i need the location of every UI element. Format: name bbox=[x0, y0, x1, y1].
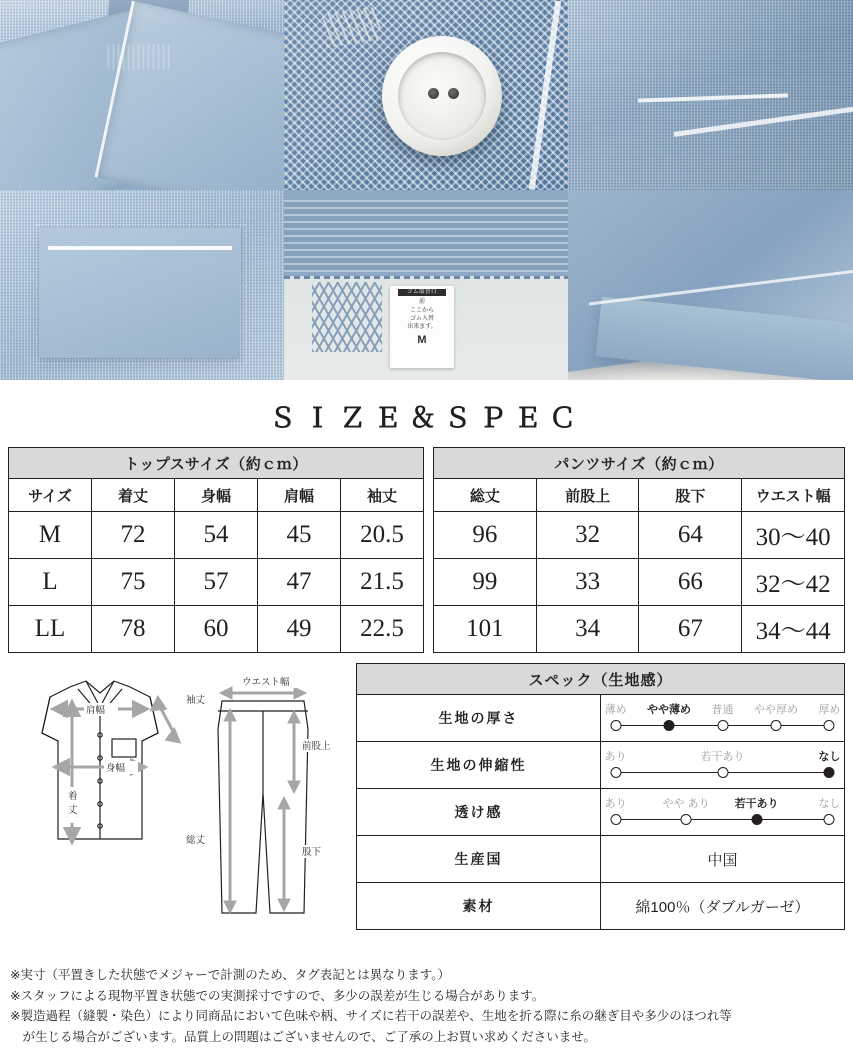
label-front-rise: 前股上 bbox=[302, 741, 331, 752]
spec-value: 中国 bbox=[601, 836, 845, 883]
tops-cell: 47 bbox=[258, 559, 341, 606]
tops-header-size: サイズ bbox=[9, 479, 92, 512]
tops-header-width: 身幅 bbox=[175, 479, 258, 512]
pants-header-total: 総丈 bbox=[433, 479, 536, 512]
tops-cell: M bbox=[9, 512, 92, 559]
scale-label: なし bbox=[818, 798, 841, 810]
elastic-waistband bbox=[284, 200, 568, 272]
tops-header-sleeve: 袖丈 bbox=[341, 479, 424, 512]
scale-point-selected bbox=[751, 814, 762, 825]
scale-label: 普通 bbox=[711, 704, 734, 716]
measurement-diagram bbox=[8, 663, 348, 953]
spec-label: 透け感 bbox=[357, 789, 601, 836]
note-line: ※スタッフによる現物平置き状態での実測採寸ですので、多少の誤差が生じる場合があります。 bbox=[10, 988, 545, 1003]
tops-cell: 49 bbox=[258, 606, 341, 653]
size-tables bbox=[0, 447, 853, 653]
scale-label: やや あり bbox=[662, 798, 710, 810]
thickness-scale bbox=[601, 695, 844, 741]
button-hole-left bbox=[428, 88, 439, 99]
pants-cell: 66 bbox=[639, 559, 742, 606]
fabric-shading bbox=[568, 0, 853, 190]
scale-point bbox=[610, 814, 621, 825]
scale-label: やや薄め bbox=[647, 704, 692, 716]
tops-cell: 22.5 bbox=[341, 606, 424, 653]
tops-cell: 54 bbox=[175, 512, 258, 559]
pants-cell: 33 bbox=[536, 559, 639, 606]
scale-label: 薄め bbox=[604, 704, 627, 716]
pants-cell: 34 bbox=[536, 606, 639, 653]
spec-row-stretch bbox=[357, 742, 845, 789]
waist-elastic-photo bbox=[284, 190, 568, 380]
sleeve-piping-photo bbox=[568, 0, 853, 190]
scale-label: 若干あり bbox=[700, 751, 745, 763]
brand-embroidery bbox=[108, 44, 170, 70]
button-hole-right bbox=[448, 88, 459, 99]
scale-point bbox=[824, 814, 835, 825]
scale-point bbox=[717, 720, 728, 731]
tops-cell: 60 bbox=[175, 606, 258, 653]
pants-cell: 34〜44 bbox=[742, 606, 845, 653]
spec-value bbox=[601, 695, 845, 742]
pants-cell: 32 bbox=[536, 512, 639, 559]
scale-point bbox=[770, 720, 781, 731]
tops-cell: 57 bbox=[175, 559, 258, 606]
label-inseam: 股下 bbox=[302, 847, 322, 858]
note-line: ※製造過程（縫製・染色）により同商品において色味や柄、サイズに若干の誤差や、生地を折る際に糸の継ぎ目や多少のほつれ等 bbox=[10, 1009, 732, 1024]
note-line: が生じる場合がございます。品質上の問題はございませんので、ご了承の上お買い求めくださいませ。 bbox=[10, 1029, 596, 1044]
pants-cell: 30〜40 bbox=[742, 512, 845, 559]
spec-value bbox=[601, 789, 845, 836]
tops-header-shoulder: 肩幅 bbox=[258, 479, 341, 512]
spec-table-wrap bbox=[356, 663, 845, 953]
spec-row-country bbox=[357, 836, 845, 883]
scale-point-selected bbox=[664, 720, 675, 731]
pants-cell: 101 bbox=[433, 606, 536, 653]
tag-note-text: ここから ゴム入替 出来ます。 bbox=[407, 307, 437, 330]
table-row bbox=[433, 606, 844, 653]
scale-label: あり bbox=[604, 798, 627, 810]
table-row bbox=[9, 512, 424, 559]
spec-row-material bbox=[357, 883, 845, 930]
pants-cell: 67 bbox=[639, 606, 742, 653]
table-row bbox=[433, 512, 844, 559]
tops-cell: L bbox=[9, 559, 92, 606]
tag-band-text: ゴム取替口 bbox=[398, 289, 446, 296]
tops-cell: 21.5 bbox=[341, 559, 424, 606]
table-row bbox=[433, 559, 844, 606]
spec-label: 生地の伸縮性 bbox=[357, 742, 601, 789]
diagram-svg bbox=[8, 663, 348, 953]
pants-cell: 96 bbox=[433, 512, 536, 559]
scale-track bbox=[621, 819, 824, 820]
tops-cell: 78 bbox=[92, 606, 175, 653]
scale-label: 若干あり bbox=[734, 798, 779, 810]
collar-logo-photo bbox=[0, 0, 284, 190]
tag-size-text: M bbox=[417, 333, 427, 346]
spec-value bbox=[601, 742, 845, 789]
fabric-fold-photo bbox=[568, 190, 853, 380]
tops-cell: 20.5 bbox=[341, 512, 424, 559]
zigzag-stitch bbox=[312, 282, 382, 352]
scale-point bbox=[610, 767, 621, 778]
spec-label: 素材 bbox=[357, 883, 601, 930]
label-body-width: 身幅 bbox=[106, 763, 126, 774]
spec-row-thickness bbox=[357, 695, 845, 742]
shoulder-highlight bbox=[0, 0, 284, 26]
svg-text:丈: 丈 bbox=[68, 805, 78, 816]
scale-label: 厚め bbox=[818, 704, 841, 716]
scale-label: なし bbox=[818, 751, 841, 763]
product-photo-grid bbox=[0, 0, 853, 380]
scale-point bbox=[610, 720, 621, 731]
pants-cell: 32〜42 bbox=[742, 559, 845, 606]
scale-point bbox=[681, 814, 692, 825]
table-row bbox=[9, 559, 424, 606]
tops-cell: LL bbox=[9, 606, 92, 653]
button-rim bbox=[398, 52, 486, 140]
label-total-pants-length: 総丈 bbox=[186, 835, 206, 846]
pants-header-inseam: 股下 bbox=[639, 479, 742, 512]
table-gap bbox=[424, 447, 433, 653]
spec-value: 綿100％（ダブルガーゼ） bbox=[601, 883, 845, 930]
scale-point-selected bbox=[824, 767, 835, 778]
pants-size-table bbox=[433, 447, 845, 653]
disclaimer-notes bbox=[0, 953, 853, 1062]
label-waist-width: ウエスト幅 bbox=[242, 677, 290, 688]
scale-point bbox=[824, 720, 835, 731]
tops-cell: 75 bbox=[92, 559, 175, 606]
button-closeup-photo bbox=[284, 0, 568, 190]
care-tag bbox=[390, 286, 454, 368]
tops-header-length: 着丈 bbox=[92, 479, 175, 512]
tops-table-caption: トップスサイズ（約ｃｍ） bbox=[9, 448, 424, 479]
note-line: ※実寸（平置きした状態でメジャーで計測のため、タグ表記とは異なります。） bbox=[10, 968, 450, 982]
table-row bbox=[9, 606, 424, 653]
spec-table-caption: スペック（生地感） bbox=[357, 664, 845, 695]
waist-seam bbox=[284, 276, 568, 279]
scale-point bbox=[717, 767, 728, 778]
spec-table bbox=[356, 663, 845, 930]
pants-header-rise: 前股上 bbox=[536, 479, 639, 512]
scale-label: あり bbox=[604, 751, 627, 763]
pants-cell: 64 bbox=[639, 512, 742, 559]
tops-cell: 45 bbox=[258, 512, 341, 559]
pants-cell: 99 bbox=[433, 559, 536, 606]
pants-header-waist: ウエスト幅 bbox=[742, 479, 845, 512]
page-title: ＳＩＺＥ＆ＳＰＥＣ bbox=[269, 403, 584, 433]
label-sleeve-length: 袖丈 bbox=[186, 695, 206, 706]
label-shoulder-width: 肩幅 bbox=[86, 705, 106, 716]
spec-label: 生地の厚さ bbox=[357, 695, 601, 742]
spec-label: 生産国 bbox=[357, 836, 601, 883]
tops-cell: 72 bbox=[92, 512, 175, 559]
chest-pocket-photo bbox=[0, 190, 284, 380]
tops-size-table bbox=[8, 447, 424, 653]
lower-section bbox=[0, 653, 853, 953]
chest-pocket-shape bbox=[40, 228, 240, 358]
shell-button bbox=[382, 36, 502, 156]
spec-row-sheerness bbox=[357, 789, 845, 836]
tag-front-text: 前 bbox=[418, 299, 425, 306]
pants-table-caption: パンツサイズ（約ｃｍ） bbox=[433, 448, 844, 479]
piping-line bbox=[529, 1, 561, 190]
sheerness-scale bbox=[601, 789, 844, 835]
stretch-scale bbox=[601, 742, 844, 788]
button-thread bbox=[322, 6, 382, 47]
scale-label: やや厚め bbox=[753, 704, 798, 716]
label-total-length: 着 bbox=[68, 791, 78, 802]
